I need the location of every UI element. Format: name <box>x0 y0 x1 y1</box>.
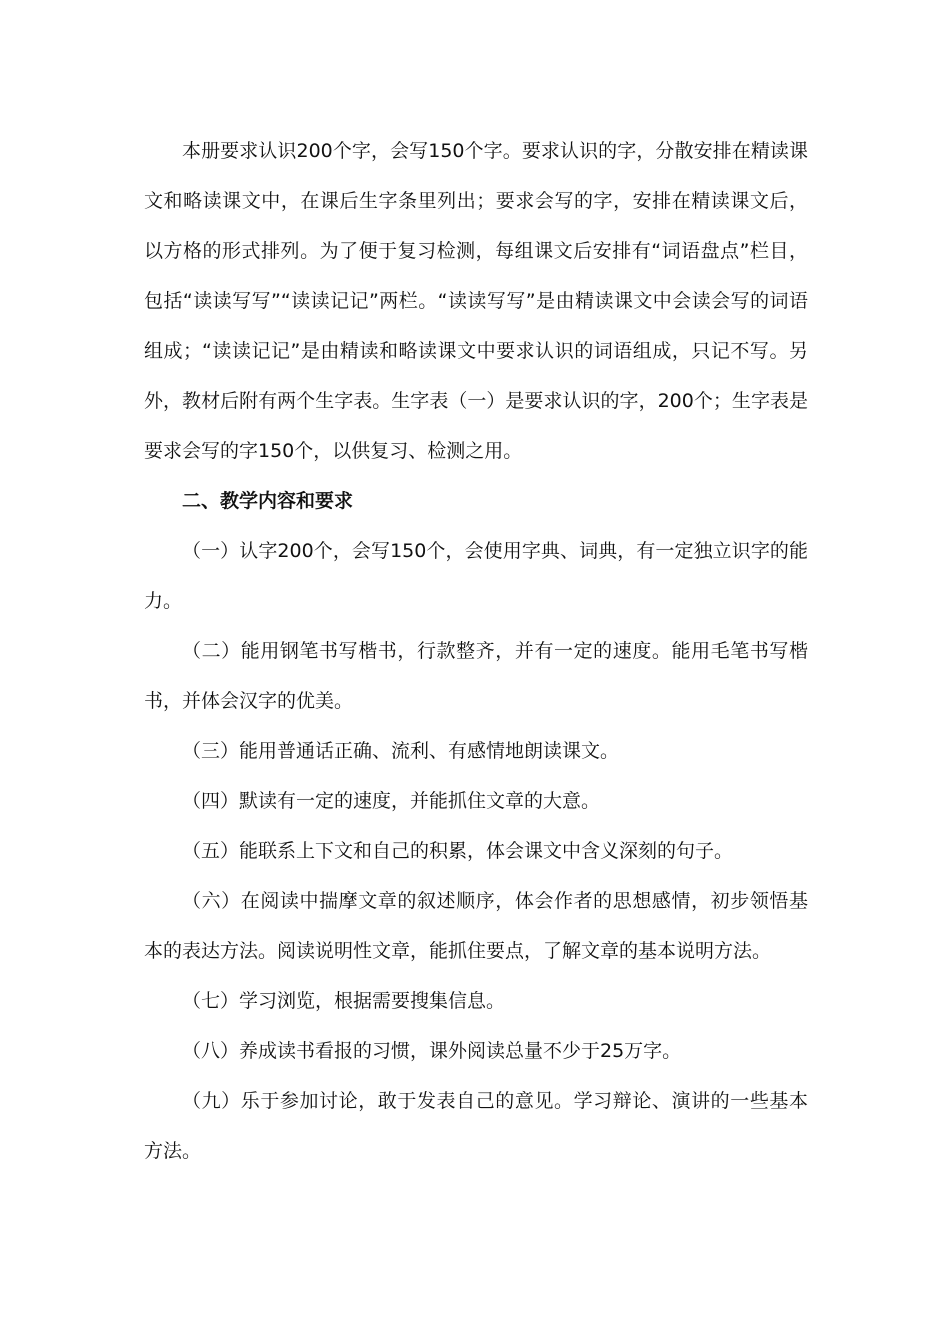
requirement-item-5: （五）能联系上下文和自己的积累，体会课文中含义深刻的句子。 <box>182 840 734 862</box>
requirement-item-1: （一）认字200个，会写150个，会使用字典、词典，有一定独立识字的能力。 <box>144 540 808 612</box>
intro-paragraph: 本册要求认识200个字，会写150个字。要求认识的字，分散安排在精读课文和略读课文中，在课后生字条里列出；要求会写的字，安排在精读课文后，以方格的形式排列。为了便于复习检测，每组课文后安排有“词语盘点”栏目，包括“读读写写”“读读记记”两栏。“读读写写”是由精读课文中会读会写的词语组成；“读读记记”是由精读和略读课文中要求认识的词语组成，只记不写。另外，教材后附有两个生字表。生字表（一）是要求认识的字，200个；生字表是要求会写的字150个，以供复习、检测之用。 <box>144 140 808 462</box>
requirement-item-2: （二）能用钢笔书写楷书，行款整齐，并有一定的速度。能用毛笔书写楷书，并体会汉字的优美。 <box>144 640 808 712</box>
requirement-item-9: （九）乐于参加讨论，敢于发表自己的意见。学习辩论、演讲的一些基本方法。 <box>144 1090 808 1162</box>
requirement-item-6: （六）在阅读中揣摩文章的叙述顺序，体会作者的思想感情，初步领悟基本的表达方法。阅读说明性文章，能抓住要点，了解文章的基本说明方法。 <box>144 890 808 962</box>
section-heading: 二、教学内容和要求 <box>182 490 354 512</box>
requirement-item-7: （七）学习浏览，根据需要搜集信息。 <box>182 990 506 1012</box>
requirement-item-3: （三）能用普通话正确、流利、有感情地朗读课文。 <box>182 740 620 762</box>
requirement-item-8: （八）养成读书看报的习惯，课外阅读总量不少于25万字。 <box>182 1040 682 1062</box>
requirement-item-4: （四）默读有一定的速度，并能抓住文章的大意。 <box>182 790 601 812</box>
document-page <box>144 126 808 1176</box>
